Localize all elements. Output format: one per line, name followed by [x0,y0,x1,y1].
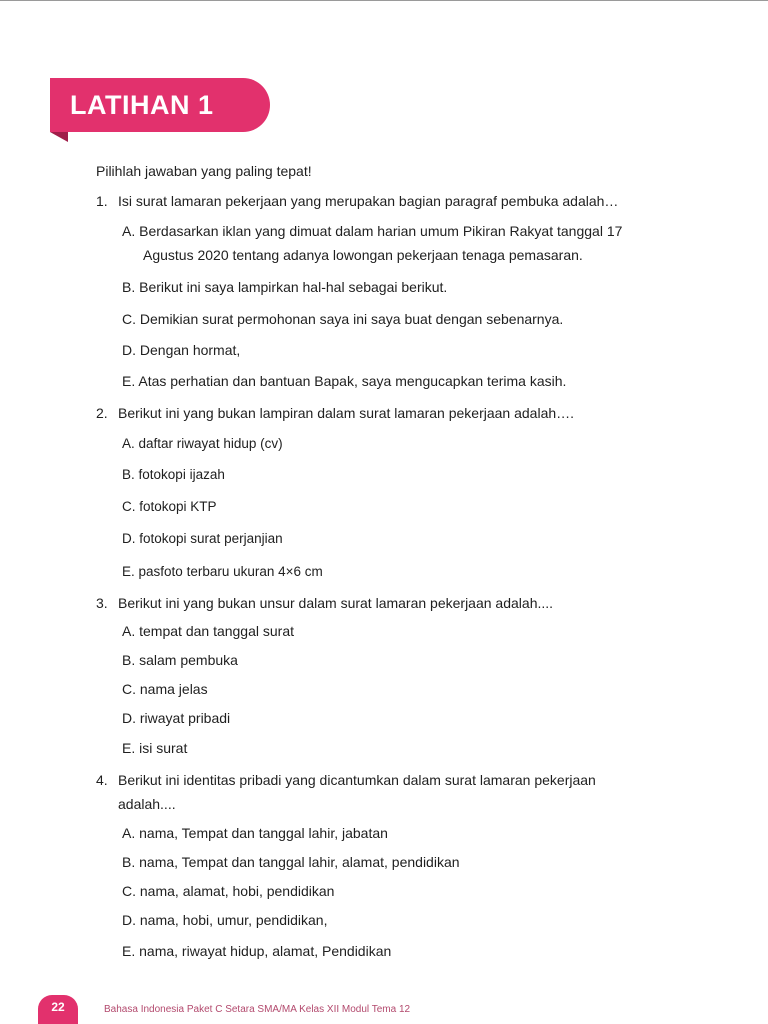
option-text: nama jelas [139,681,208,697]
option-text: Dengan hormat, [139,342,241,358]
top-rule [0,0,768,1]
option-letter: C. [122,311,136,327]
option-item [122,278,447,296]
option-item [122,882,334,900]
option-text: fotokopi ijazah [138,467,225,482]
option-item [122,435,283,453]
option-letter: D. [122,342,136,358]
option-letter: A. [122,825,136,841]
question-text: Isi surat lamaran pekerjaan yang merupakan bagian paragraf pembuka adalah… [118,193,619,209]
option-text: nama, alamat, hobi, pendidikan [139,883,335,899]
option-item [122,853,460,871]
option-item [122,622,294,640]
question-text-continued: adalah.... [118,796,176,812]
option-text: riwayat pribadi [139,710,231,726]
option-letter: E. [122,943,136,959]
option-letter: B. [122,854,136,870]
option-item [122,739,187,757]
option-letter: C. [122,499,136,514]
option-text-continued: Agustus 2020 tentang adanya lowongan pekerjaan tenaga pemasaran. [143,247,583,263]
option-letter: D. [122,531,136,546]
option-item [122,680,208,698]
option-text: Berikut ini saya lampirkan hal-hal sebagai berikut. [139,279,448,295]
option-letter: A. [122,623,136,639]
option-item [122,498,217,516]
option-item [122,466,225,484]
option-text: Berdasarkan iklan yang dimuat dalam harian umum Pikiran Rakyat tanggal 17 [139,223,623,239]
option-letter: A. [122,223,136,239]
option-letter: C. [122,681,136,697]
option-item [122,824,388,842]
question-number: 1. [96,193,108,209]
option-text: nama, Tempat dan tanggal lahir, alamat, pendidikan [139,854,460,870]
option-item [122,222,622,240]
option-text: salam pembuka [139,652,238,668]
option-text: fotokopi KTP [139,499,217,514]
option-letter: D. [122,710,136,726]
option-item [122,341,240,359]
option-letter: C. [122,883,136,899]
option-text: nama, hobi, umur, pendidikan, [139,912,328,928]
option-text: pasfoto terbaru ukuran 4×6 cm [138,564,323,579]
option-text: nama, Tempat dan tanggal lahir, jabatan [139,825,388,841]
option-text: Demikian surat permohonan saya ini saya buat dengan sebenarnya. [139,311,564,327]
option-text: Atas perhatian dan bantuan Bapak, saya mengucapkan terima kasih. [138,373,567,389]
option-letter: E. [122,564,135,579]
question-number: 3. [96,595,108,611]
option-item [122,372,566,390]
option-item [122,563,323,581]
option-text: isi surat [139,740,188,756]
question-text: Berikut ini yang bukan unsur dalam surat lamaran pekerjaan adalah.... [118,595,554,611]
question-number: 4. [96,772,108,788]
option-text: nama, riwayat hidup, alamat, Pendidikan [139,943,392,959]
option-letter: B. [122,279,136,295]
question-number: 2. [96,405,108,421]
option-item [122,709,230,727]
option-item [122,310,563,328]
footer-text: Bahasa Indonesia Paket C Setara SMA/MA Kelas XII Modul Tema 12 [104,1004,411,1015]
option-item [122,651,238,669]
option-text: daftar riwayat hidup (cv) [138,436,283,451]
option-letter: E. [122,373,136,389]
option-item [122,530,283,548]
option-text: tempat dan tanggal surat [139,623,295,639]
question-text: Berikut ini yang bukan lampiran dalam surat lamaran pekerjaan adalah…. [118,405,575,421]
page-number: 22 [51,1000,65,1014]
banner-fold [50,132,68,142]
option-letter: B. [122,652,136,668]
option-letter: E. [122,740,136,756]
option-item [122,942,391,960]
question-text: Berikut ini identitas pribadi yang dicantumkan dalam surat lamaran pekerjaan [118,772,596,788]
instruction: Pilihlah jawaban yang paling tepat! [96,163,312,179]
option-letter: D. [122,912,136,928]
page-title: LATIHAN 1 [70,90,214,120]
option-text: fotokopi surat perjanjian [139,531,283,546]
option-item [122,911,327,929]
option-letter: A. [122,436,135,451]
option-letter: B. [122,467,135,482]
